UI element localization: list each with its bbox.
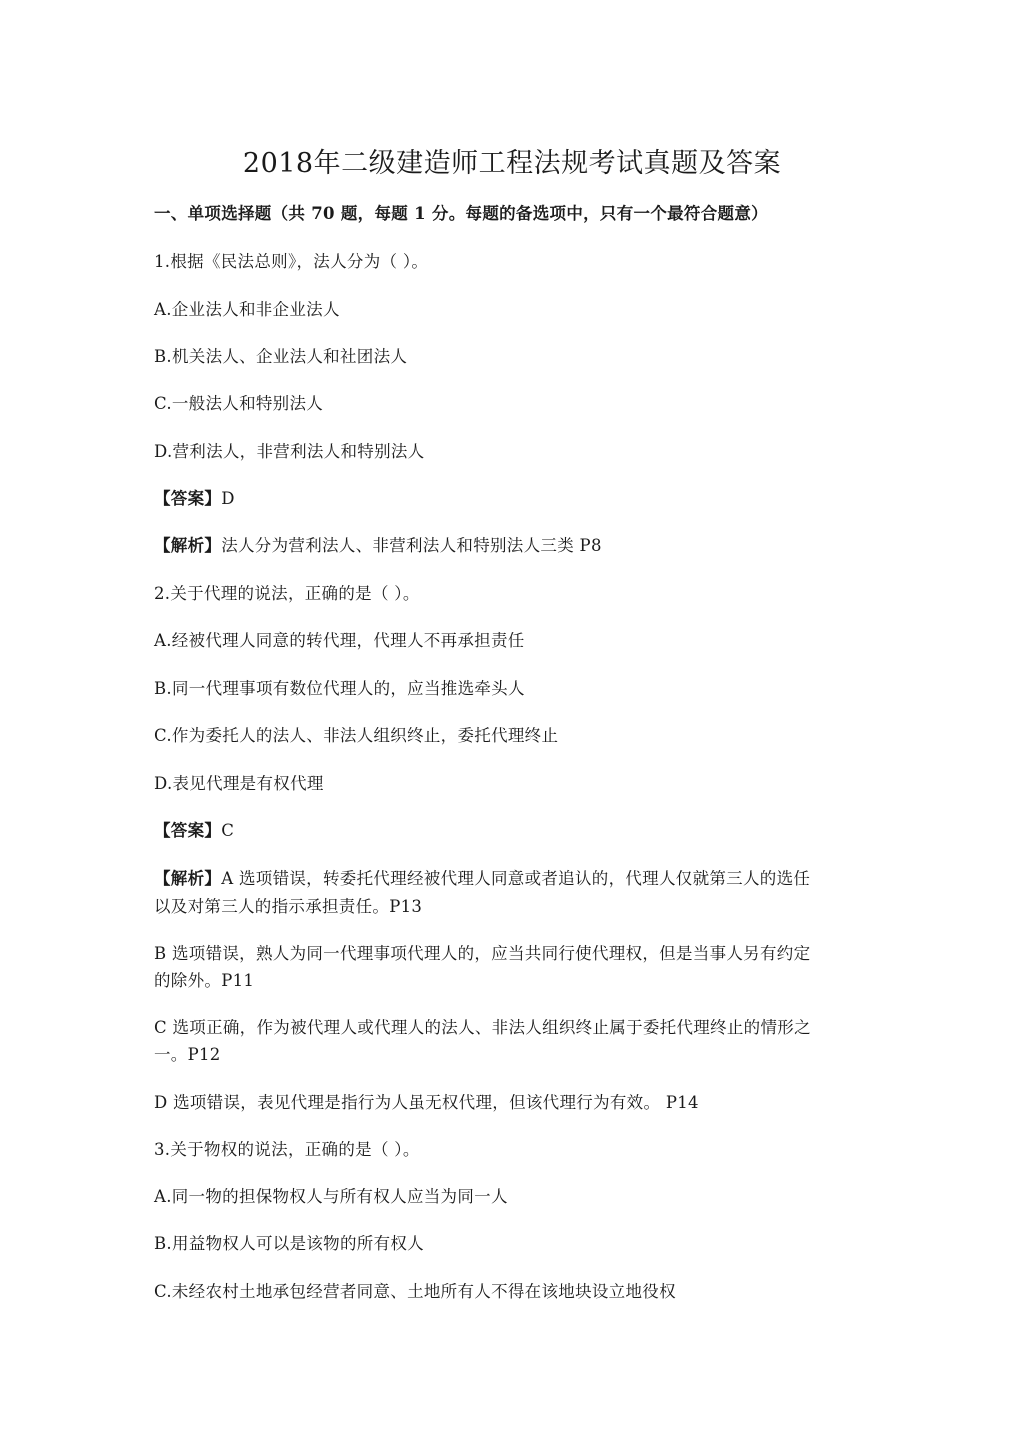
- q2-option-c: C.作为委托人的法人、非法人组织终止，委托代理终止: [154, 726, 559, 745]
- q3-option-c: C.未经农村土地承包经营者同意、土地所有人不得在该地块设立地役权: [154, 1282, 676, 1301]
- analysis-label: 【解析】: [154, 869, 222, 888]
- q1-option-c: C.一般法人和特别法人: [154, 394, 324, 413]
- analysis-text: 法人分为营利法人、非营利法人和特别法人三类 P8: [221, 536, 602, 555]
- q1-option-d: D.营利法人，非营利法人和特别法人: [154, 442, 425, 461]
- page-title: 2018年二级建造师工程法规考试真题及答案: [242, 148, 782, 179]
- q1-answer: [154, 485, 854, 513]
- q2-option-d: D.表见代理是有权代理: [154, 774, 324, 793]
- q3-option-b: B.用益物权人可以是该物的所有权人: [154, 1234, 424, 1253]
- q2-analysis-d: D 选项错误，表见代理是指行为人虽无权代理，但该代理行为有效。 P14: [154, 1093, 699, 1112]
- q2-analysis-a-line2: 以及对第三人的指示承担责任。P13: [154, 897, 423, 916]
- analysis-text: A 选项错误，转委托代理经被代理人同意或者追认的，代理人仅就第三人的选任: [221, 869, 811, 888]
- q1-analysis: [154, 532, 854, 560]
- q2-analysis-a-line1: [154, 865, 854, 893]
- answer-value: D: [221, 489, 235, 508]
- answer-label: 【答案】: [154, 489, 222, 508]
- q2-option-a: A.经被代理人同意的转代理，代理人不再承担责任: [154, 631, 525, 650]
- q2-answer: [154, 817, 854, 845]
- analysis-label: 【解析】: [154, 536, 222, 555]
- q3-option-a: A.同一物的担保物权人与所有权人应当为同一人: [154, 1187, 508, 1206]
- q2-analysis-b-line2: 的除外。P11: [154, 971, 255, 990]
- q3-stem: 3.关于物权的说法，正确的是（ ）。: [154, 1140, 420, 1159]
- q2-option-b: B.同一代理事项有数位代理人的，应当推选牵头人: [154, 679, 525, 698]
- q1-stem: 1.根据《民法总则》，法人分为（ ）。: [154, 252, 429, 271]
- q2-analysis-b-line1: B 选项错误，熟人为同一代理事项代理人的，应当共同行使代理权，但是当事人另有约定: [154, 944, 811, 963]
- section-heading: 一、单项选择题（共 70 题，每题 1 分。每题的备选项中，只有一个最符合题意）: [154, 204, 768, 223]
- q1-option-b: B.机关法人、企业法人和社团法人: [154, 347, 408, 366]
- q2-analysis-c-line2: 一。P12: [154, 1045, 221, 1064]
- q1-option-a: A.企业法人和非企业法人: [154, 300, 340, 319]
- answer-label: 【答案】: [154, 821, 222, 840]
- q2-analysis-c-line1: C 选项正确，作为被代理人或代理人的法人、非法人组织终止属于委托代理终止的情形之: [154, 1018, 811, 1037]
- q2-stem: 2.关于代理的说法，正确的是（ ）。: [154, 584, 420, 603]
- answer-value: C: [221, 821, 235, 840]
